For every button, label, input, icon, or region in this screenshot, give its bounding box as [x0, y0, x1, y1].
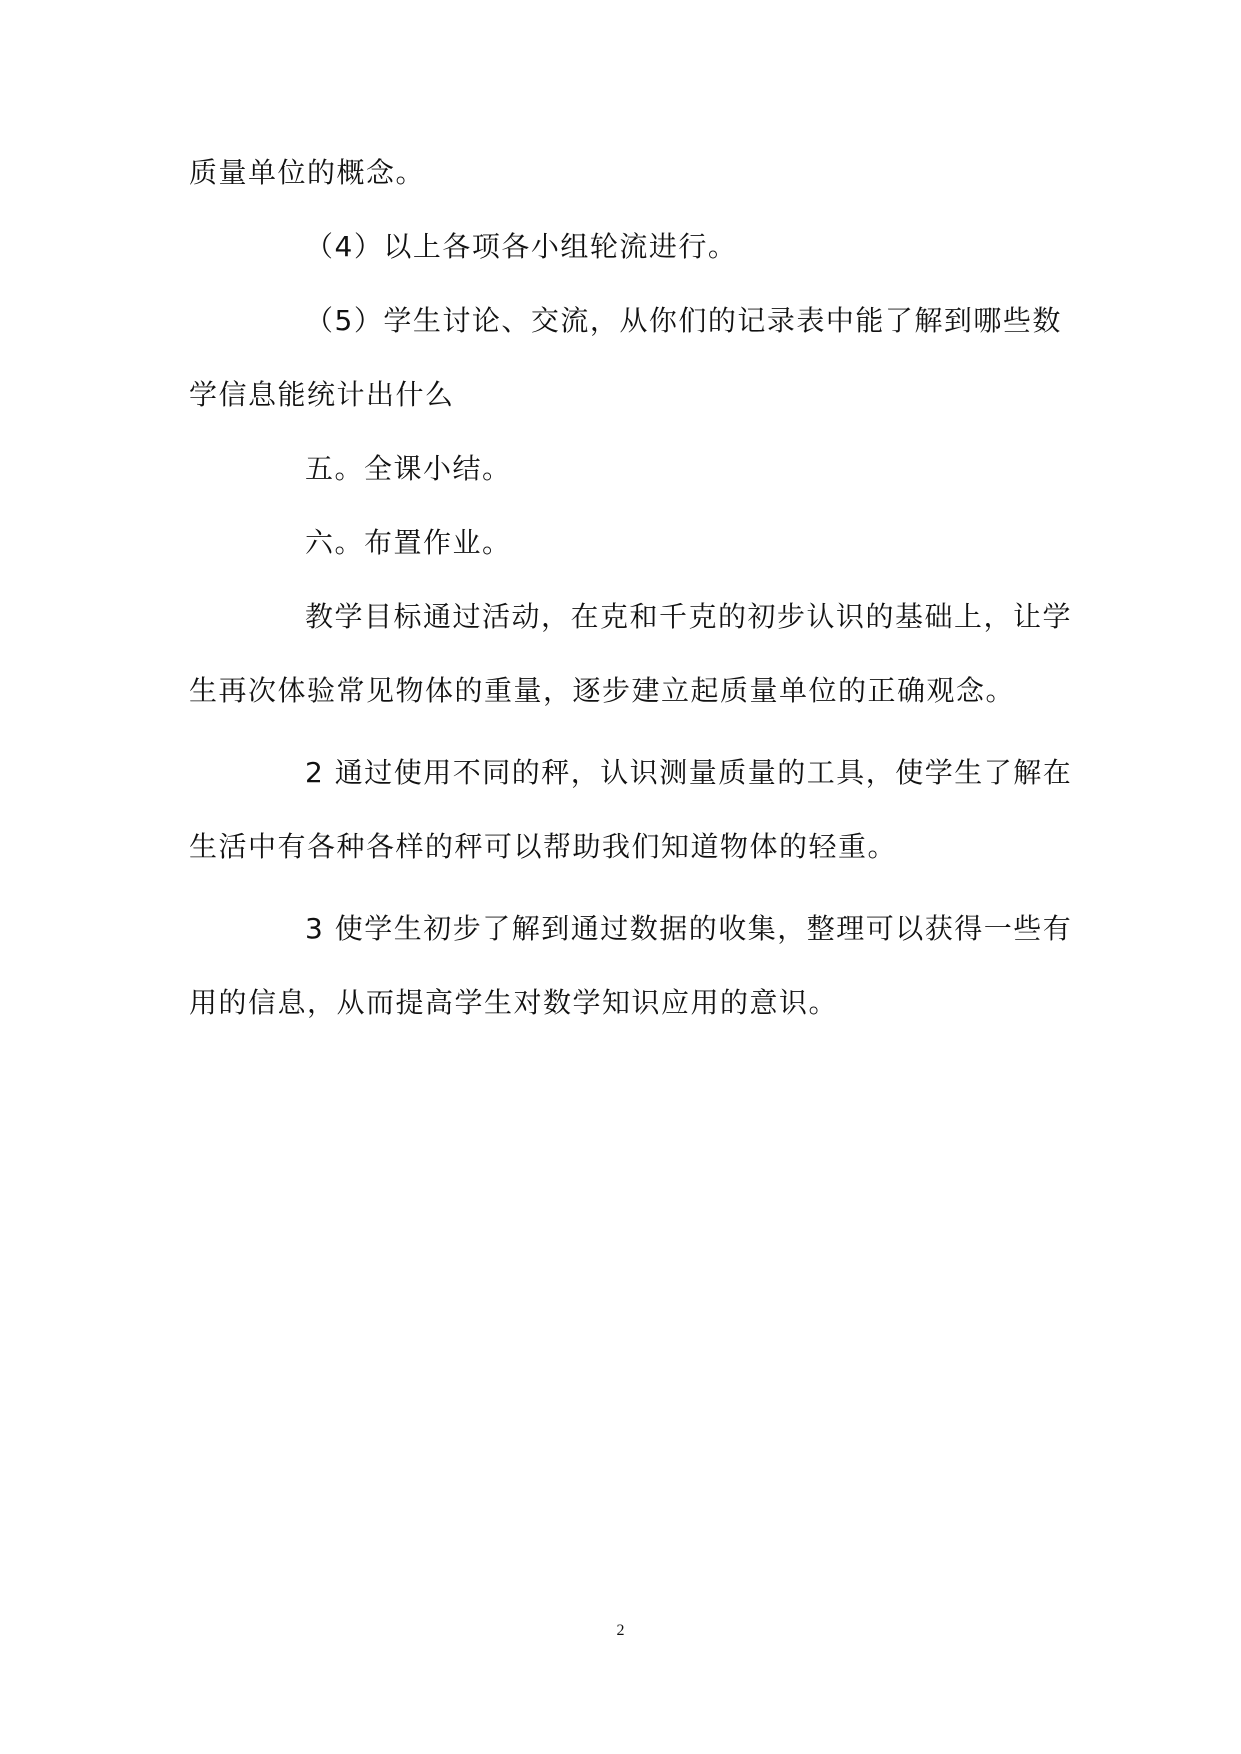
paragraph-line: 2 通过使用不同的秤，认识测量质量的工具，使学生了解在 [305, 756, 1073, 789]
paragraph-line: 生再次体验常见物体的重量，逐步建立起质量单位的正确观念。 [189, 674, 1016, 707]
paragraph-line: 六。布置作业。 [305, 526, 512, 559]
paragraph-line: 3 使学生初步了解到通过数据的收集，整理可以获得一些有 [305, 912, 1073, 945]
paragraph-line: 生活中有各种各样的秤可以帮助我们知道物体的轻重。 [189, 830, 898, 863]
paragraph-line: 用的信息，从而提高学生对数学知识应用的意识。 [189, 986, 839, 1019]
paragraph-line: （4）以上各项各小组轮流进行。 [305, 230, 738, 263]
paragraph-line: 质量单位的概念。 [189, 156, 426, 189]
paragraph-line: 教学目标通过活动，在克和千克的初步认识的基础上，让学 [305, 600, 1073, 633]
paragraph-line: 五。全课小结。 [305, 452, 512, 485]
paragraph-line: （5）学生讨论、交流，从你们的记录表中能了解到哪些数 [305, 304, 1062, 337]
paragraph-line: 学信息能统计出什么 [189, 378, 455, 411]
page-number: 2 [616, 1622, 625, 1639]
